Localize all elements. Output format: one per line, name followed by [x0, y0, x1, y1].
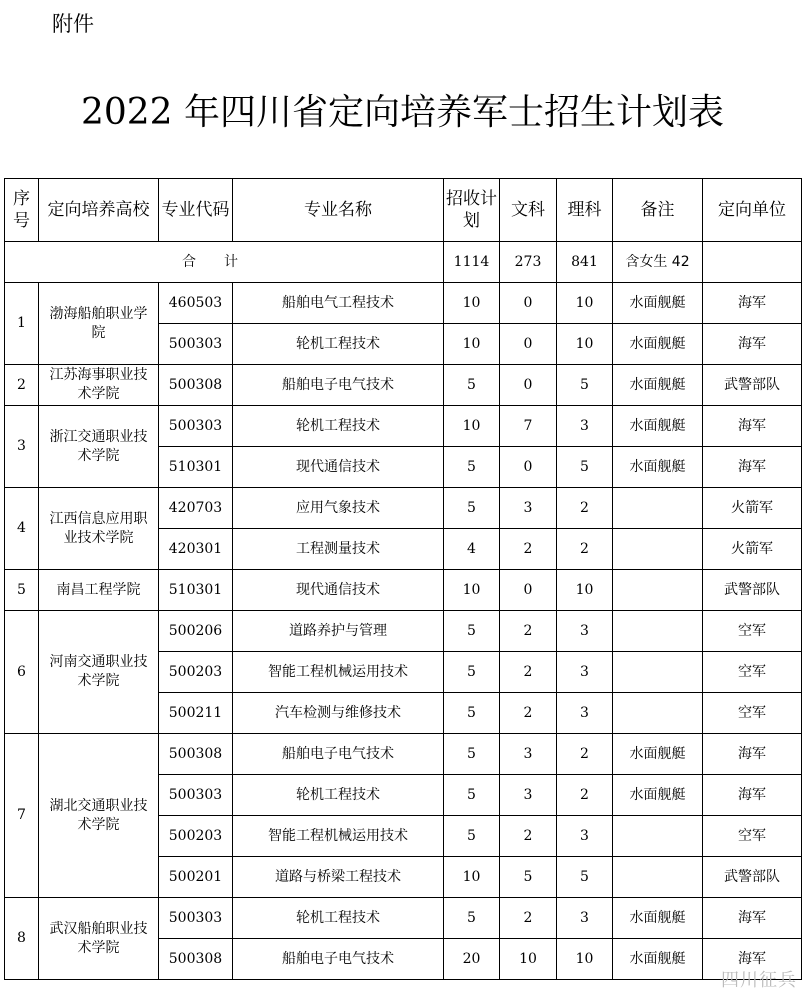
note-cell: [613, 652, 703, 693]
major-name-cell: 应用气象技术: [233, 488, 444, 529]
table-row: [5, 570, 802, 611]
science-cell: 2: [557, 734, 613, 775]
unit-cell: 海军: [703, 406, 802, 447]
major-code-cell: 500201: [159, 857, 233, 898]
unit-cell: 火箭军: [703, 529, 802, 570]
note-cell: 水面舰艇: [613, 939, 703, 980]
plan-cell: 5: [444, 365, 500, 406]
unit-cell: 海军: [703, 447, 802, 488]
science-cell: 5: [557, 365, 613, 406]
header-code: 专业代码: [159, 179, 233, 242]
science-cell: 2: [557, 529, 613, 570]
arts-cell: 2: [500, 693, 557, 734]
seq-cell: 2: [5, 365, 39, 406]
school-name-cell: 浙江交通职业技术学院: [39, 406, 159, 488]
note-cell: [613, 816, 703, 857]
major-name-cell: 船舶电子电气技术: [233, 365, 444, 406]
major-name-cell: 船舶电子电气技术: [233, 734, 444, 775]
unit-cell: 空军: [703, 693, 802, 734]
seq-cell: 1: [5, 283, 39, 365]
major-code-cell: 510301: [159, 447, 233, 488]
total-label: 合计: [5, 242, 444, 283]
header-science: 理科: [557, 179, 613, 242]
major-code-cell: 500206: [159, 611, 233, 652]
major-name-cell: 智能工程机械运用技术: [233, 816, 444, 857]
unit-cell: 海军: [703, 898, 802, 939]
unit-cell: 海军: [703, 283, 802, 324]
seq-cell: 5: [5, 570, 39, 611]
plan-cell: 10: [444, 324, 500, 365]
total-arts: 273: [500, 242, 557, 283]
header-school: 定向培养高校: [39, 179, 159, 242]
plan-cell: 5: [444, 611, 500, 652]
table-row: [5, 898, 802, 939]
major-code-cell: 510301: [159, 570, 233, 611]
note-cell: 水面舰艇: [613, 447, 703, 488]
major-name-cell: 船舶电气工程技术: [233, 283, 444, 324]
arts-cell: 5: [500, 857, 557, 898]
total-row: [5, 242, 802, 283]
note-cell: [613, 488, 703, 529]
note-cell: 水面舰艇: [613, 283, 703, 324]
major-code-cell: 500303: [159, 775, 233, 816]
attachment-label: 附件: [52, 12, 94, 36]
major-code-cell: 500211: [159, 693, 233, 734]
major-name-cell: 轮机工程技术: [233, 775, 444, 816]
major-name-cell: 现代通信技术: [233, 570, 444, 611]
enrollment-plan-table: [4, 178, 802, 980]
plan-cell: 5: [444, 898, 500, 939]
major-code-cell: 420301: [159, 529, 233, 570]
science-cell: 2: [557, 775, 613, 816]
note-cell: [613, 529, 703, 570]
note-cell: [613, 857, 703, 898]
unit-cell: 海军: [703, 734, 802, 775]
watermark-text: 四川征兵: [721, 970, 797, 991]
plan-cell: 5: [444, 693, 500, 734]
plan-cell: 20: [444, 939, 500, 980]
major-code-cell: 500303: [159, 898, 233, 939]
unit-cell: 武警部队: [703, 857, 802, 898]
plan-cell: 5: [444, 775, 500, 816]
seq-cell: 3: [5, 406, 39, 488]
arts-cell: 3: [500, 734, 557, 775]
table-row: [5, 734, 802, 775]
major-name-cell: 道路养护与管理: [233, 611, 444, 652]
unit-cell: 海军: [703, 324, 802, 365]
science-cell: 5: [557, 447, 613, 488]
note-cell: 水面舰艇: [613, 365, 703, 406]
header-note: 备注: [613, 179, 703, 242]
major-name-cell: 智能工程机械运用技术: [233, 652, 444, 693]
science-cell: 2: [557, 488, 613, 529]
header-major: 专业名称: [233, 179, 444, 242]
major-name-cell: 轮机工程技术: [233, 898, 444, 939]
note-cell: 水面舰艇: [613, 898, 703, 939]
seq-cell: 6: [5, 611, 39, 734]
arts-cell: 0: [500, 570, 557, 611]
major-name-cell: 船舶电子电气技术: [233, 939, 444, 980]
total-unit: [703, 242, 802, 283]
plan-cell: 5: [444, 816, 500, 857]
science-cell: 3: [557, 898, 613, 939]
school-name-cell: 南昌工程学院: [39, 570, 159, 611]
plan-cell: 5: [444, 734, 500, 775]
major-code-cell: 500303: [159, 324, 233, 365]
header-seq: 序号: [5, 179, 39, 242]
note-cell: 水面舰艇: [613, 324, 703, 365]
major-code-cell: 500308: [159, 734, 233, 775]
table-row: [5, 365, 802, 406]
note-cell: [613, 693, 703, 734]
arts-cell: 3: [500, 488, 557, 529]
note-cell: 水面舰艇: [613, 734, 703, 775]
science-cell: 10: [557, 283, 613, 324]
major-code-cell: 500308: [159, 365, 233, 406]
table-row: [5, 611, 802, 652]
science-cell: 3: [557, 406, 613, 447]
major-code-cell: 500308: [159, 939, 233, 980]
seq-cell: 7: [5, 734, 39, 898]
science-cell: 10: [557, 570, 613, 611]
arts-cell: 2: [500, 898, 557, 939]
major-name-cell: 道路与桥梁工程技术: [233, 857, 444, 898]
science-cell: 3: [557, 693, 613, 734]
note-cell: 水面舰艇: [613, 775, 703, 816]
arts-cell: 0: [500, 283, 557, 324]
unit-cell: 海军: [703, 939, 802, 980]
arts-cell: 10: [500, 939, 557, 980]
total-note: 含女生 42: [613, 242, 703, 283]
plan-cell: 10: [444, 406, 500, 447]
major-code-cell: 500203: [159, 816, 233, 857]
school-name-cell: 湖北交通职业技术学院: [39, 734, 159, 898]
header-plan: 招收计划: [444, 179, 500, 242]
science-cell: 3: [557, 652, 613, 693]
arts-cell: 2: [500, 816, 557, 857]
seq-cell: 8: [5, 898, 39, 980]
major-code-cell: 500203: [159, 652, 233, 693]
note-cell: 水面舰艇: [613, 406, 703, 447]
note-cell: [613, 570, 703, 611]
unit-cell: 武警部队: [703, 570, 802, 611]
arts-cell: 7: [500, 406, 557, 447]
total-plan: 1114: [444, 242, 500, 283]
table-row: [5, 488, 802, 529]
arts-cell: 0: [500, 324, 557, 365]
major-name-cell: 现代通信技术: [233, 447, 444, 488]
major-code-cell: 460503: [159, 283, 233, 324]
unit-cell: 火箭军: [703, 488, 802, 529]
header-row: [5, 179, 802, 242]
header-arts: 文科: [500, 179, 557, 242]
arts-cell: 2: [500, 529, 557, 570]
header-unit: 定向单位: [703, 179, 802, 242]
science-cell: 3: [557, 816, 613, 857]
plan-cell: 5: [444, 488, 500, 529]
science-cell: 10: [557, 324, 613, 365]
plan-cell: 10: [444, 857, 500, 898]
table-row: [5, 283, 802, 324]
arts-cell: 2: [500, 652, 557, 693]
plan-cell: 5: [444, 447, 500, 488]
seq-cell: 4: [5, 488, 39, 570]
plan-cell: 10: [444, 283, 500, 324]
major-name-cell: 轮机工程技术: [233, 324, 444, 365]
school-name-cell: 河南交通职业技术学院: [39, 611, 159, 734]
unit-cell: 空军: [703, 816, 802, 857]
school-name-cell: 渤海船舶职业学院: [39, 283, 159, 365]
unit-cell: 空军: [703, 652, 802, 693]
science-cell: 5: [557, 857, 613, 898]
school-name-cell: 江西信息应用职业技术学院: [39, 488, 159, 570]
science-cell: 3: [557, 611, 613, 652]
unit-cell: 空军: [703, 611, 802, 652]
table-row: [5, 406, 802, 447]
note-cell: [613, 611, 703, 652]
total-science: 841: [557, 242, 613, 283]
unit-cell: 武警部队: [703, 365, 802, 406]
arts-cell: 0: [500, 447, 557, 488]
page-title: 2022 年四川省定向培养军士招生计划表: [80, 92, 725, 133]
school-name-cell: 武汉船舶职业技术学院: [39, 898, 159, 980]
arts-cell: 2: [500, 611, 557, 652]
arts-cell: 0: [500, 365, 557, 406]
major-name-cell: 轮机工程技术: [233, 406, 444, 447]
school-name-cell: 江苏海事职业技术学院: [39, 365, 159, 406]
major-code-cell: 420703: [159, 488, 233, 529]
plan-cell: 4: [444, 529, 500, 570]
major-name-cell: 工程测量技术: [233, 529, 444, 570]
science-cell: 10: [557, 939, 613, 980]
arts-cell: 3: [500, 775, 557, 816]
plan-cell: 10: [444, 570, 500, 611]
major-name-cell: 汽车检测与维修技术: [233, 693, 444, 734]
major-code-cell: 500303: [159, 406, 233, 447]
unit-cell: 海军: [703, 775, 802, 816]
plan-cell: 5: [444, 652, 500, 693]
